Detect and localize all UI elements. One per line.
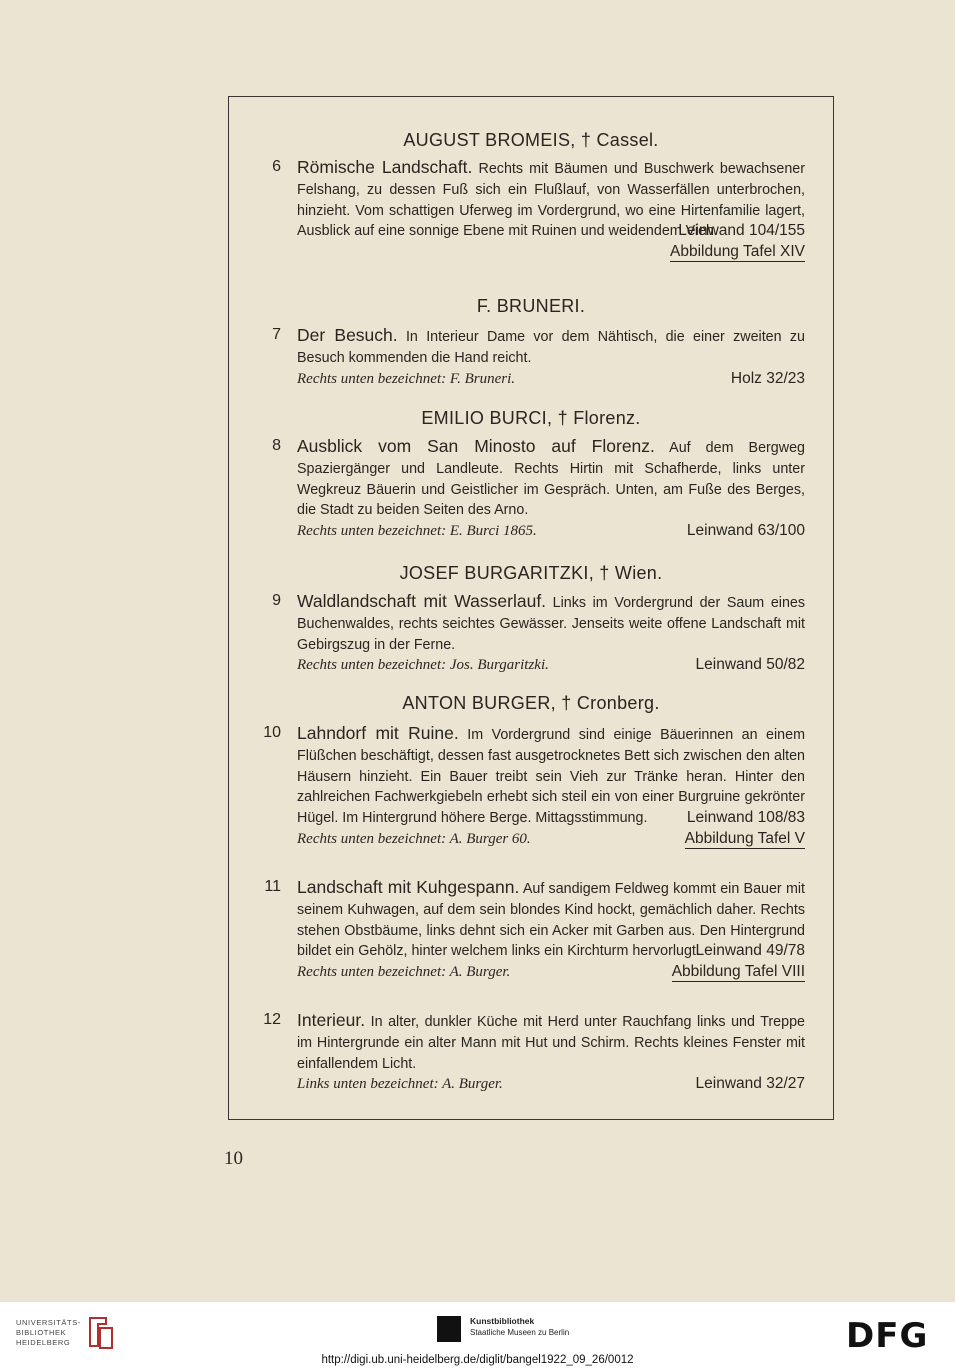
source-url[interactable]: http://digi.ub.uni-heidelberg.de/diglit/bangel1922_09_26/0012 [321,1354,634,1366]
entry-title: Lahndorf mit Ruine. [297,723,459,743]
entry-title: Landschaft mit Kuhgespann. [297,877,520,897]
entry-signature: Rechts unten bezeichnet: E. Burci 1865. [297,523,537,540]
plate-reference: Abbildung Tafel XIV [669,243,805,261]
entry-number: 7 [272,326,281,343]
catalog-frame [228,96,834,1120]
page-number: 10 [224,1148,243,1169]
artist-heading: JOSEF BURGARITZKI, † Wien. [399,563,663,583]
entry-description: Auf sandigem Feldweg kommt ein Bauer mit seinem Kuhwagen, auf dem sein blondes Kind hockt, gemächlich daher. Rechts stehen Obstbäume, links dehnt sich ein Acker mit Garben aus. Den Hintergrund bildet ein Gehölz, hinter welchem links ein Kirchturm hervorlugt. [297,881,805,960]
signature-line [297,1074,805,1095]
entry-signature: Rechts unten bezeichnet: Jos. Burgaritzki. [297,657,549,674]
dfg-logo: DFG [846,1316,929,1356]
entry-title: Waldlandschaft mit Wasserlauf. [297,591,547,611]
kunstbibliothek-name: Kunstbibliothek [470,1316,535,1326]
entry-medium: Leinwand 50/82 [695,656,805,674]
kunstbibliothek-logo-icon [437,1316,461,1342]
entry-title: Ausblick vom San Minosto auf Florenz. [297,436,655,456]
catalog-entry [297,723,805,850]
university-logo-icon [86,1314,116,1350]
entry-number: 12 [263,1011,281,1028]
entry-description: In alter, dunkler Küche mit Herd unter Rauchfang links und Treppe im Hintergrunde ein alter Mann mit Hut und Schirm. Rechts kleines Fenster mit einfallendem Licht. [297,1014,805,1072]
artist-heading: EMILIO BURCI, † Florenz. [421,408,641,428]
catalog-entry [297,157,805,263]
artist-heading: AUGUST BROMEIS, † Cassel. [403,130,659,150]
entry-title: Der Besuch. [297,325,398,345]
entry-medium: Leinwand 32/27 [695,1075,805,1093]
signature-line [297,829,805,850]
entry-description: Auf dem Bergweg Spaziergänger und Landleute. Rechts Hirtin mit Schafherde, links unter Wegkreuz Bäuerin und Geistlicher im Gespräch. Unten, am Fuße des Berges, die Stadt zu beiden Seiten des Arno. [297,440,805,519]
entry-description: Rechts mit Bäumen und Buschwerk bewachsener Felshang, zu dessen Fuß sich ein Flußlauf, von Wasserfällen unterbrochen, hinzieht. Vom schattigen Uferweg im Vordergrund, wo eine Hirtenfamilie lagert, Ausblick auf eine sonnige Ebene mit Ruinen und weidendem Vieh. [297,161,805,240]
entry-medium: Holz 32/23 [730,369,805,387]
entry-signature: Rechts unten bezeichnet: A. Burger 60. [297,830,531,847]
entry-signature: Rechts unten bezeichnet: A. Burger. [297,964,511,981]
entry-number: 9 [272,592,281,609]
entry-number: 6 [272,158,281,175]
entry-number: 10 [263,724,281,741]
entry-number: 8 [272,437,281,454]
university-line: UNIVERSITÄTS- [16,1318,81,1327]
catalog-entry [297,325,805,389]
catalog-entry [297,1010,805,1095]
entry-signature: Links unten bezeichnet: A. Burger. [297,1076,503,1093]
university-line: BIBLIOTHEK [16,1328,67,1337]
university-line: HEIDELBERG [16,1338,71,1347]
entry-description: Links im Vordergrund der Saum eines Buchenwaldes, rechts seichtes Gewässer. Jenseits weite offene Landschaft mit Gebirgszug in der Ferne. [297,595,805,653]
digitization-footer [0,1302,955,1370]
entry-medium: Leinwand 108/83 [686,809,805,827]
entry-title: Römische Landschaft. [297,157,473,177]
signature-line [297,521,805,542]
plate-reference: Abbildung Tafel VIII [671,963,805,981]
entry-number: 11 [264,878,281,895]
catalog-entry [297,591,805,676]
kunstbibliothek-label [470,1316,569,1338]
signature-line [297,962,805,983]
entry-title: Interieur. [297,1010,366,1030]
university-library-logo-text [16,1318,81,1348]
signature-line [297,369,805,390]
entry-medium: Leinwand 49/78 [695,942,805,960]
artist-heading: ANTON BURGER, † Cronberg. [402,693,660,713]
entry-medium: Leinwand 63/100 [686,522,805,540]
artist-heading: F. BRUNERI. [476,296,586,316]
museum-name: Staatliche Museen zu Berlin [470,1328,570,1337]
catalog-entry [297,436,805,542]
entry-description: Im Vordergrund sind einige Bäuerinnen an einem Flüßchen beschäftigt, dessen fast ausgetrocknetes Bett sich zwischen den alten Häusern hinzieht. Ein Bauer treibt sein Vieh zur Tränke heran. Hinter den zahlreichen Fachwerkgiebeln erhebt sich steil ein von einer Burgruine gekrönter Hügel. Im Hintergrund höhere Berge. Mittagsstimmung. [297,727,805,827]
catalog-entry [297,877,805,983]
entry-plate [297,242,805,263]
signature-line [297,655,805,676]
entry-medium: Leinwand 104/155 [678,222,805,240]
entry-signature: Rechts unten bezeichnet: F. Bruneri. [297,370,515,387]
entry-description: In Interieur Dame vor dem Nähtisch, die einer zweiten zu Besuch kommenden die Hand reicht. [297,329,805,366]
plate-reference: Abbildung Tafel V [684,829,805,847]
